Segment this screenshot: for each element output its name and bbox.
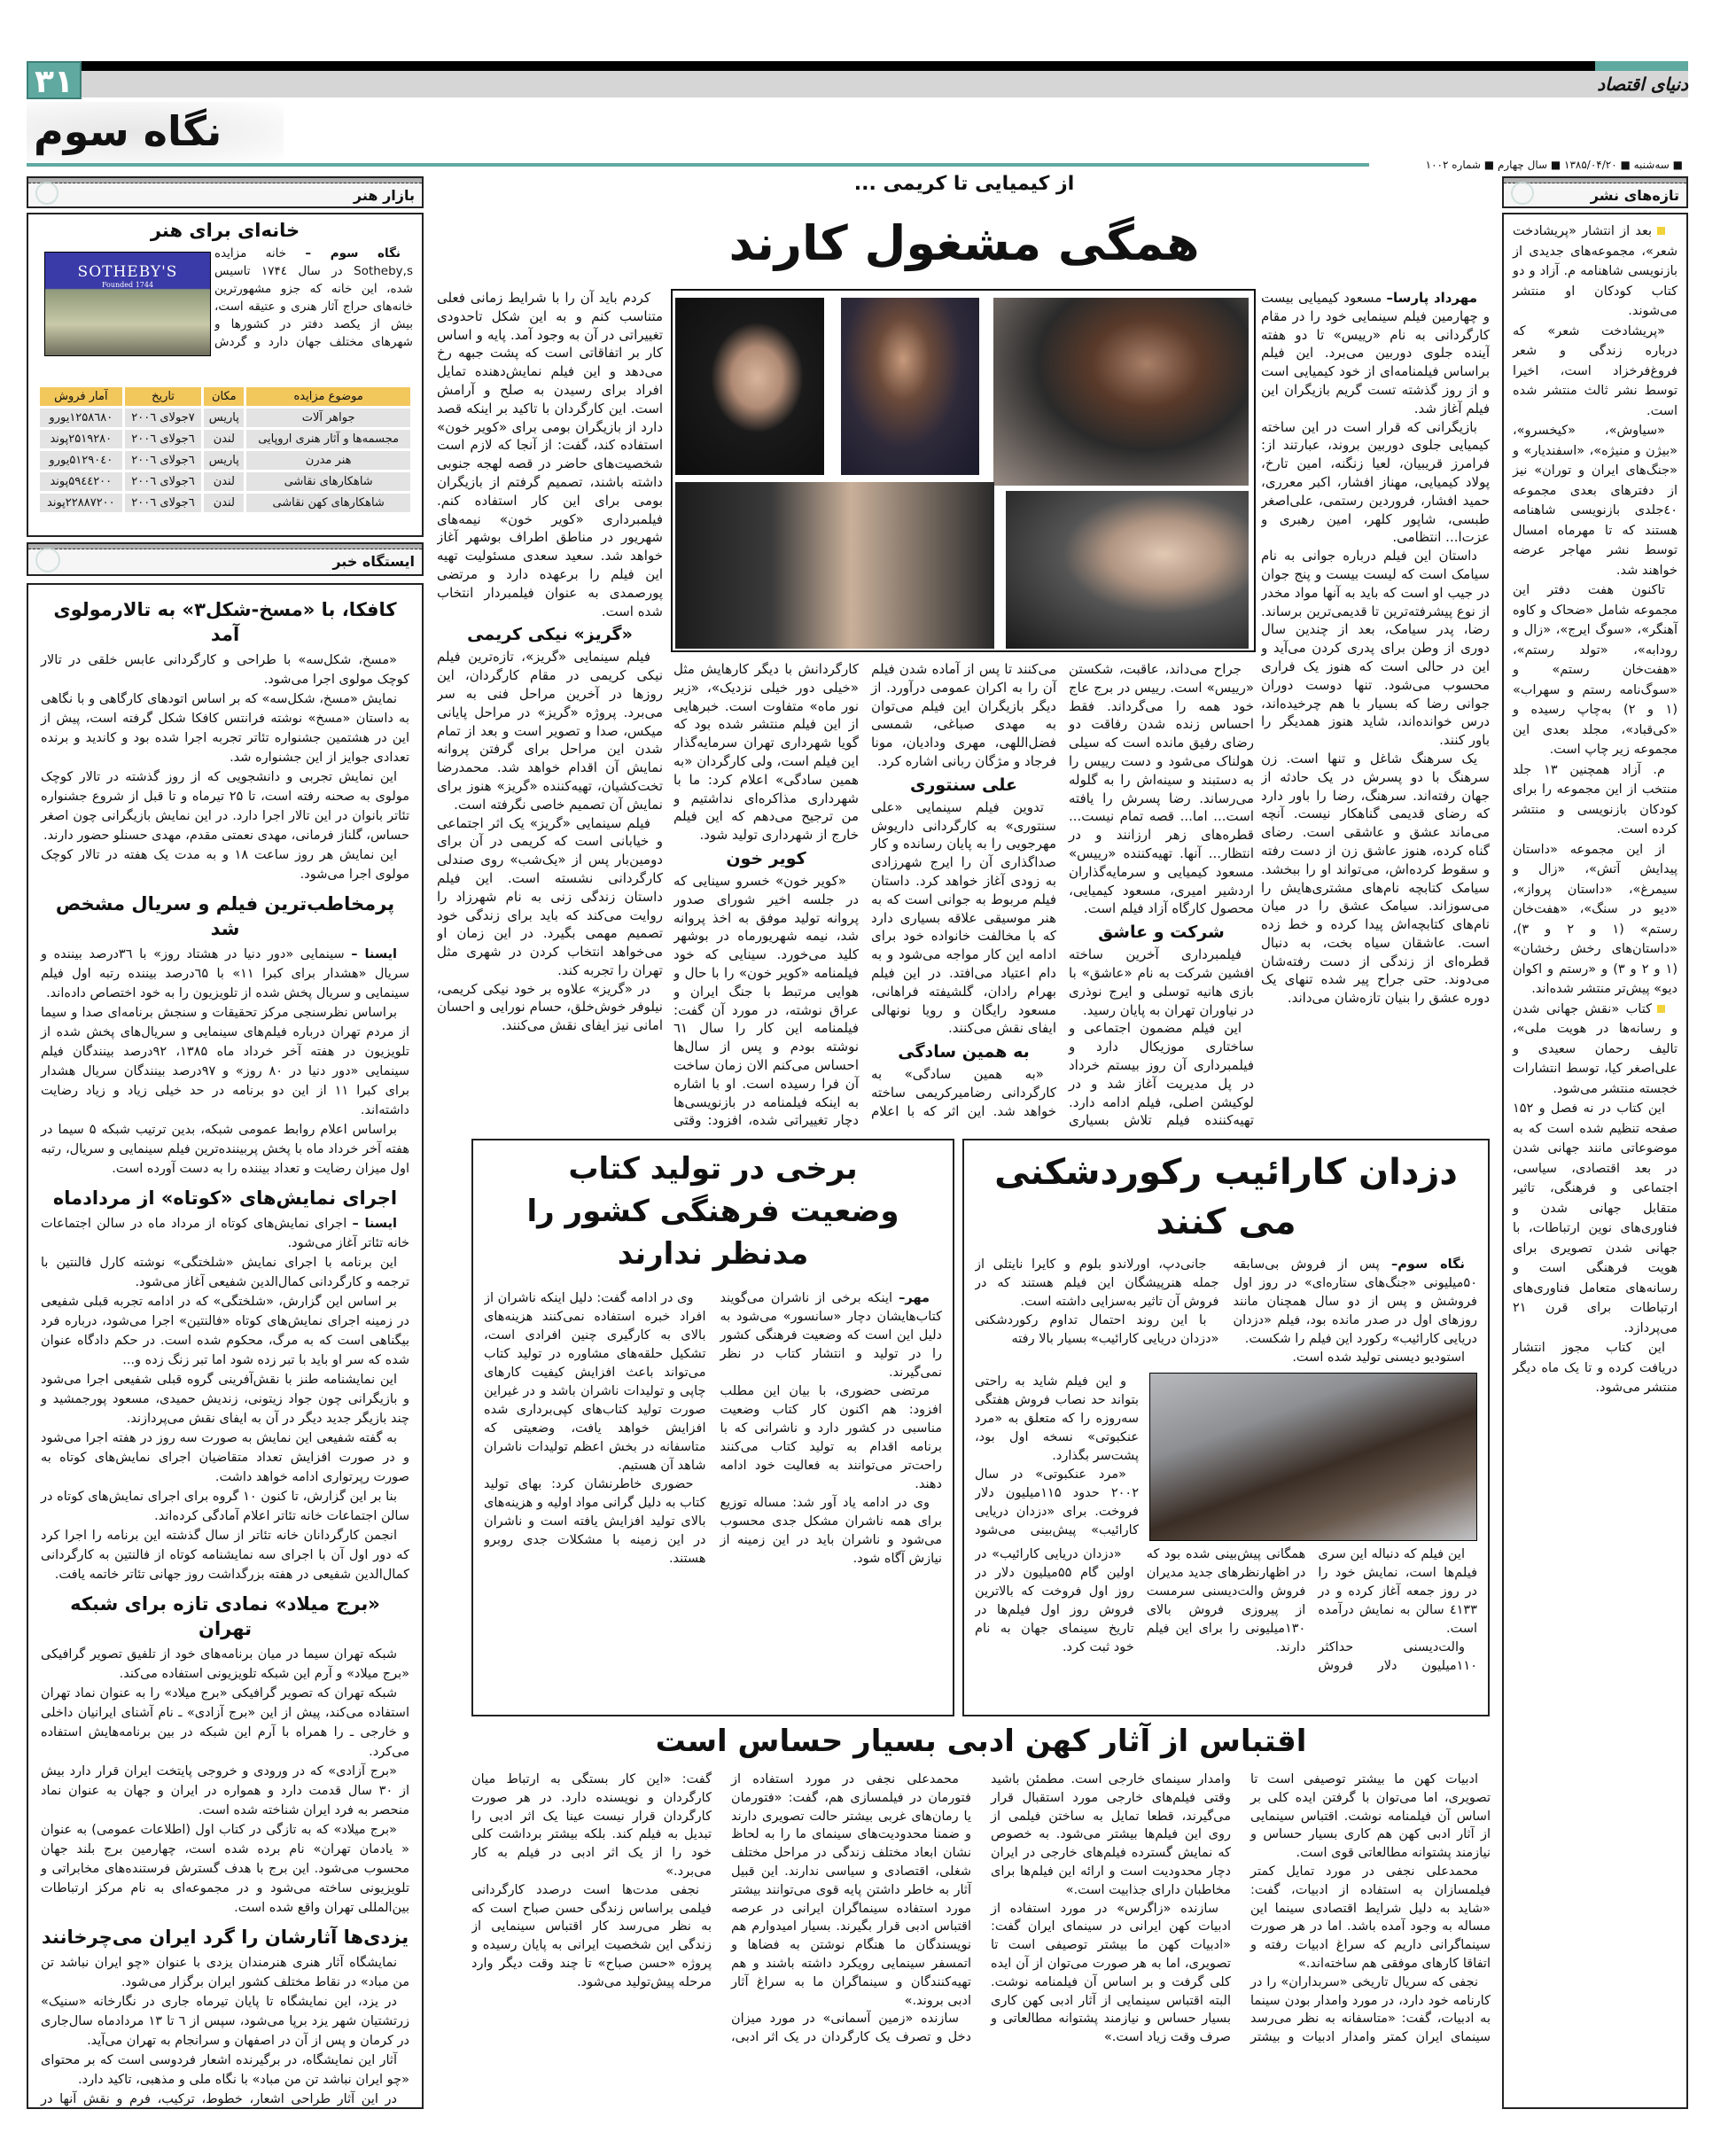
news-body [41,1645,409,1918]
article-title: خانه‌ای برای هنر [150,220,300,241]
paragraph: بازیگرانی که قرار است در این ساخته کیمیایی جلوی دوربین بروند، عبارتند از: فرامرز قریبیان، لعیا زنگنه، امین تارخ، پولاد کیمیایی، مهناز افشار، اکبر معرری، حمید افشار، فروردین رستمی، علی‌اصغر طبسی، شاپور کلهر، امین رهبری و عزت‌ا... انتظامی. [1261,418,1490,546]
table-cell: ٦جولای ۲۰۰٦ [125,451,202,470]
pirates-intro [975,1256,1477,1371]
paragraph: در یزد، این نمایشگاه تا پایان تیرماه جاری در نگارخانه «سنیک» زرتشتیان شهر یزد برپا می‌شود، سپس از ٦ تا ۱۳ مردادماه سال‌جاری در کرمان و پس از آن در اصفهان و سرانجام به تهران می‌آید. [41,1995,410,2048]
table-cell: هنر مدرن [246,451,410,470]
photo-man-with-microphone [1006,491,1249,649]
table-cell: شاهکارهای کهن نقاشی [246,494,410,512]
paragraph: این نمایشنامه طنز با نقش‌آفرینی گروه قبلی شفیعی اجرا می‌شود و بازیگرانی چون جواد زیتونی، زندیش حمیدی، مسعود پورجمشید و چند بازیگر جدید دیگر در آن به ایفای نقش می‌پردازند. [41,1373,409,1426]
paragraph: جراح می‌داند، عاقبت، شکستن «رییس» است. رییس در برج عاج خود همه را می‌گرداند. فقط احساس زنده شدن رفاقت دو رضای رفیق مانده است که سیلی هولناک می‌شود و دست رییس را به دستبند و سینه‌اش را به گلوله می‌رساند. رضا پسرش را یافته است... اما... قصه تمام نیست... قطره‌های زهر ارزانند و در انتظار... آنها. تهیه‌کننده «رییس» مسعود کیمیایی و سرمایه‌گذاران اردشیر امیری، مسعود کیمیایی، محصول کارگاه آزاد فیلم است. [1069,661,1254,917]
paragraph: نجفی مدت‌ها است درصدد کارگردانی فیلمی براساس زندگی حسن صباح است که به نظر می‌رسد کار اقتباس سینمایی از زندگی این شخصیت ایرانی به پایان رسیده و پروژه «حسن صباح» تا چند وقت دیگر وارد مرحله پیش‌تولید می‌شود. [471,1882,712,1989]
paragraph: براساس اعلام روابط عمومی شبکه، بدین ترتیب شبکه ۵ سیما در هفته آخر خرداد ماه با پخش پربیننده‌ترین فیلم سینمایی و سریال، رتبه اول میزان رضایت و تعداد بیننده را به دست آورده است. [41,1123,409,1176]
paragraph: بعد از انتشار «پریشادخت شعر»، مجموعه‌های جدیدی از بازنویسی شاهنامه م. آزاد و دو کتاب کودکان او منتشر می‌شوند. [1513,224,1678,318]
paragraph: کتاب «نقش جهانی شدن و رسانه‌ها در هویت ملی»، تالیف رحمان سعیدی و علی‌اصغر کیا، توسط انتشارات خجسته منتشر می‌شود. [1513,1001,1678,1096]
paragraph: محمدعلی نجفی در مورد استفاده از فتورمان در فیلمسازی هم، گفت: «فتورمان یا رمان‌های غربی بیشتر حالت تصویری دارند و ضمنا محدودیت‌های سینمای ما را به لحاظ نشان ابعاد مختلف زندگی در مراحل مختلف شغلی، اقتصادی و سیاسی ندارند. این قبیل آثار به خاطر داشتن پایه قوی می‌توانند بیشتر مورد استفاده سینماگران ایرانی در عرصه اقتباس ادبی قرار بگیرند. بسیار امیدوارم هم نویسندگان ما هنگام نوشتن به فضاها و اتمسفر سینمایی رویکرد داشته باشند و هم تهیه‌کنندگان و سینماگران ما به سراغ آثار ادبی بروند.» [731,1772,971,2008]
news-title[interactable]: اجرای نمایش‌های «کوتاه» از مردادماه [52,1187,398,1209]
paragraph: تاکنون هفت دفتر این مجموعه شامل «ضحاک و کاوه آهنگر»، «سوگ ایرج»، «زال و رودابه»، «تولد رستم»، «هفت‌خان رستم» و «سوگ‌نامه رستم و سهراب» (۱ و ۲) به‌چاپ رسیده و «کی‌قباد»، مجلد بعدی این مجموعه زیر چاپ است. [1513,583,1678,757]
table-cell: ۲۵۱۹۲۸۰پوند [40,430,122,448]
table-row [40,430,410,448]
photo-director-with-camera [993,298,1249,486]
lead-source: مهرداد پارسا– [1386,290,1477,306]
paragraph: در این آثار طراحی اشعار، خطوط، ترکیب، فرم و نقش آنها در [41,2092,397,2106]
globe-icon [1511,182,1534,205]
lead-source: ایسنا – [352,1217,397,1231]
paragraph: مهر– اینکه برخی از ناشران می‌گویند کتاب‌هایشان دچار «سانسور» می‌شود به دلیل این است که وضعیت فرهنگی کشور را در تولید و انتشار کتاب در نظر نمی‌گیرند. [720,1291,942,1380]
lead-source: نگاه سوم– [1391,1257,1465,1272]
table-cell: ٦جولای ۲۰۰٦ [125,472,202,491]
photo-collage [671,289,1256,652]
photo-photographer-and-actor [675,482,994,649]
subheading: «گریز» نیکی کریمی [467,625,633,645]
paragraph: وی در ادامه گفت: دلیل اینکه ناشران از افراد خبره استفاده نمی‌کنند هزینه‌های بالای به کارگیری چنین افرادی است، تشکیل حلقه‌های مشاوره در تولید کتاب می‌تواند باعث افزایش کیفیت کارهای چاپی و تولیدات ناشران باشد و در غیراین صورت تولید کتاب‌های کپی‌برداری شده افزایش خواهد یافت، وضعیتی که متاسفانه در بخش اعظم تولیدات ناشران شاهد آن هستیم. [484,1291,706,1473]
column-header: آمار فروش [40,387,122,406]
table-row [40,472,410,491]
paragraph: بنا بر این گزارش، تا کنون ۱۰ گروه برای اجرای نمایش‌های کوتاه در سالن اجتماعات خانه تئاتر اعلام آمادگی کرده‌اند. [41,1490,409,1523]
paragraph: این نمایش هر روز ساعت ۱۸ و به مدت یک هفته در تالار کوچک مولوی اجرا می‌شود. [41,848,409,882]
paragraph: از این مجموعه «داستان پیدایش آتش»، «زال و سیمرغ»، «داستان پرواز»، «دیو در سنگ»، «هفت‌خان رستم» (۱ و ۲ و ۳)، «داستان‌های رخش رخشان» (۱ و ۲ و ۳) و «رستم و اکوان دیو» پیش‌تر منتشر شده‌اند. [1513,842,1678,996]
section-header-new-publications [1502,176,1688,208]
lead-source: ایسنا – [351,947,397,961]
paragraph: سازنده «زمین آسمانی» در مورد میزان دخل و تصرف یک کارگردان در یک اثر ادبی، گفت: «این کار بستگی به ارتباط میان کارگردان و نویسنده دارد. در هر صورت کارگردان قرار نیست عینا یک اثر ادبی را تبدیل به فیلم کند. بلکه بیشتر برداشت کلی خود را از یک اثر ادبی در فیلم به کار می‌برد.» [471,1772,971,2045]
paragraph: این برنامه با اجرای نمایش «شلختگی» نوشته کارل فالنتین با ترجمه و کارگردانی کمال‌الدین شفیعی آغاز می‌شود. [41,1256,409,1289]
section-header-label: تازه‌های نشر [1590,187,1679,204]
table-cell: ۵۱۲۹۰٤۰یورو [40,451,122,470]
paragraph: سازنده «زاگرس» در مورد استفاده از ادبیات کهن ایرانی در سینمای ایران گفت: «ادبیات کهن ما بیشتر توصیفی است تا تصویری، اما به هر صورت می‌توان از آن ایده کلی گرفت و بر اساس آن فیلمنامه نوشت. البته اقتباس سینمایی از آثار ادبی کهن کاری بسیار حساس و نیازمند پشتوانه مطالعاتی و صرف وقت زیاد است.» [991,1901,1231,2045]
newspaper-logo: دنیای اقتصاد [1597,74,1688,95]
bullet-icon [1657,1005,1665,1013]
photo-actress [675,298,824,475]
paragraph: «مرد عنکبوتی» در سال ۲۰۰۲ حدود ۱۱۵میلیون دلار فروخت. برای «دزدان دریایی کارائیب» پیش‌بینی می‌شود [975,1467,1139,1537]
pirates-body [975,1545,1477,1749]
news-body [41,1953,409,2109]
table-cell: مجسمه‌ها و آثار هنری اروپایی [246,430,410,448]
paragraph: ایسنا – سینمایی «دور دنیا در هشتاد روز» با ۳٦درصد بیننده و سریال «هشدار برای کبرا ۱۱» با ٦۵درصد بیننده رتبه اول فیلم سینمایی و سریال پخش شده از تلویزیون را به خود اختصاص داده‌اند. [41,947,409,1000]
table-cell: ۱۲۵۸٦۸۰یورو [40,409,122,427]
paragraph: حضوری خاطرنشان کرد: بهای تولید کتاب به دلیل گرانی مواد اولیه و هزینه‌های بالای تولید افزایش یافته است و ناشران در این زمینه با مشکلات جدی روبرو هستند. [484,1477,706,1566]
header-grey-bar [27,71,1688,97]
paragraph: یک سرهنگ شاغل و تنها است. زن سرهنگ با دو پسرش در یک حادثه از جهان رفته‌اند. سرهنگ، رضا را باور دارد که رضای قدیمی گناهکار نیست. آنچه می‌ماند عشق و عاشقی است. رضای گناه کرده، هنوز عاشق زن از دست رفته و سقوط کرده‌اش، می‌تواند او را ببخشد. سیامک کتابچه نام‌های مشتری‌هایش را می‌سوزاند. سیامک عشق را در میان نام‌های کتابچه‌اش پیدا کرده و خط زده است. عاشقان سیاه بخت، به دنبال قطره‌ای از زندگی از دست رفته‌شان می‌دوند. حتی جراح پیر شده تنهای یک دوره عشق را بنیان تازه‌شان می‌داند. [1261,750,1490,1007]
sothebys-photo: SOTHEBY'S Founded 1744 [44,252,211,356]
paragraph: «سیاوش»، «کیخسرو»، «بیژن و منیژه»، «اسفندیار» و «جنگ‌های ایران و توران» نیز از دفترهای بعدی مجموعه ٤٠جلدی بازنویسی شاهنامه هستند که تا مهرماه امسال توسط نشر مهاجر عرضه خواهند شد. [1513,424,1678,578]
news-body [41,650,409,884]
paragraph: «برج آزادی» که در ورودی و خروجی پایتخت ایران قرار دارد بیش از ۳۰ سال قدمت دارد و همواره در ایران و جهان به عنوان نماد منحصر به فرد ایران شناخته شده است. [41,1764,409,1817]
paragraph: فیلم سینمایی «گریز»، تازه‌ترین فیلم نیکی کریمی در مقام کارگردان، این روزها در آخرین مراحل فنی به سر می‌برد. پروژه «گریز» در مراحل پایانی میکس، صدا و تصویر است و بعد از تمام شدن این مراحل برای گرفتن پروانه نمایش آن اقدام خواهد شد. محمدرضا تخت‌کشیان، تهیه‌کننده «گریز» هنوز برای نمایش آن تصمیم خاصی نگرفته است. [437,649,663,813]
paragraph: این فیلم مضمون اجتماعی و ساختاری موزیکال دارد و فیلمبرداری آن روز بیستم خرداد در پل مدیریت آغاز شد و در لوکیشن اصلی، فیلم ادامه دارد. تهیه‌کننده فیلم تلاش بسیاری می‌کنند تا پس از آماده شدن فیلم آن را به اکران عمومی درآورد. از دیگر بازیگران این فیلم می‌توان به مهدی صباغی، شمسی فضل‌اللهی، مهری وداديان، مونا فرجاد و مژگان ربانی اشاره کرد. [871,661,1254,1129]
column-header: تاریخ [125,387,202,406]
news-title[interactable]: کافکا، با «مسخ-شکل۳» به تالارمولوی آمد [53,599,397,645]
news-body [41,945,409,1179]
paragraph: «دزدان دریایی کارائیب» در اولین گام ۵۵میلیون دلار در روز اول فروخت که بالاترین فروش روز اول فیلم‌ها در تاریخ سینمای جهان به نام خود ثبت کرد. [975,1547,1134,1654]
paragraph: با این روند احتمال تداوم رکوردشکنی «دزدان دریایی کارائیب» بسیار بالا رفته [975,1313,1219,1346]
table-row [40,451,410,470]
news-title[interactable]: پرمخاطب‌ترین فیلم و سریال مشخص شد [55,893,395,939]
paragraph: «پریشادخت شعر» که درباره زندگی و شعر فروغ‌فرخزاد است، اخیرا توسط نشر ثالث منتشر شده است. [1513,323,1678,418]
paragraph: «به همین سادگی» به کارگردانی رضامیرکریمی ساخته خواهد شد. این اثر که با اعلام کارگردانش با دیگر کارهایش مثل «خیلی دور خیلی نزدیک»، «زیر نور ماه» متفاوت است. خبرهایی از این فیلم منتشر شده بود که گویا شهرداری تهران سرمایه‌گذار این فیلم است، ولی کارگردان «به همین سادگی» اعلام کرد: ما با شهرداری مذاکره‌ای نداشتیم و من ترجیح می‌دهم که این فیلم خارج از شهرداری تولید شود. [673,661,1056,1119]
paragraph: نجفی که سریال تاریخی «سربداران» را در کارنامه خود دارد، در مورد وامدار بودن سینما به ادبیات، گفت: «متاسفانه به نظر می‌رسد سینمای ایران کمتر وامدار ادبیات و بیشتر وامدار سینمای خارجی است. مطمئن باشید وقتی فیلم‌های خارجی مورد استقبال قرار می‌گیرند، قطعا تمایل به ساختن فیلمی از روی این فیلم‌ها بیشتر می‌شود. به خصوص که نمایش گسترده فیلم‌های خارجی در ایران دچار محدودیت است و ارائه این فیلم‌ها برای مخاطبان دارای جذابیت است.» [991,1772,1491,2045]
section-header-label: بازار هنر [353,187,415,204]
bullet-icon [1657,227,1665,235]
paragraph: محمدعلی نجفی در مورد تمایل کمتر فیلمسازان به استفاده از ادبیات، گفت: «شاید به دلیل شرایط اقتصادی سینما این مساله به وجود آمده باشد. اما در هر صورت سینماگرانی داریم که سراغ ادبیات رفته و اتفاقا کارهای موفقی هم ساخته‌اند.» [1250,1864,1491,1971]
article-title-line-2: وضعیت فرهنگی کشور را مدنظر ندارند [526,1194,899,1272]
column-header: مکان [204,387,244,406]
paragraph: فیلمبرداری آخرین ساخته افشین شرکت به نام «عاشق» با بازی هانیه توسلی و ایرج نوذری در نیاوران تهران به پایان رسید. [1069,946,1254,1018]
paragraph: فیلم سینمایی «گریز» یک اثر اجتماعی و خیابانی است که کریمی در آن برای دومین‌بار پس از «یک‌شب» روی صندلی کارگردانی نشسته است. این فیلم داستان زندگی زنی به نام شهرزاد را روایت می‌کند که باید برای زندگی خود تصمیم مهمی بگیرد. در این زمان او می‌خواهد انتخاب کردن در شهری مثل تهران را تجربه کند. [437,814,663,978]
paragraph: شبکه تهران که تصویر گرافیکی «برج میلاد» را به عنوان نماد تهران استفاده می‌کند، پیش از این «برج آزادی» ـ نام آشنای ایرانیان داخلی و خارجی ـ را همراه با آرم این شبکه در بین برنامه‌هایش استفاده می‌کرد. [41,1686,409,1759]
header-teal-accent [1595,61,1688,71]
table-cell: ۵۹٤٤۲۰۰پوند [40,472,122,491]
paragraph: در «گریز» علاوه بر خود نیکی کریمی، نیلوفر خوش‌خلق، حسام نورایی و احسان امانی نیز ایفای نقش می‌کنند. [437,980,663,1034]
table-cell: لندن [204,472,244,491]
paragraph: نگاه سوم– پس از فروش بی‌سابقه ۵۰میلیونی «جنگ‌های ستاره‌ای» در روز اول فروشش و پس از دو سال همچنان مانند روزهای اول در صدر مانده بود، فیلم «دزدان دریایی کارائیب» رکورد این فیلم را شکست. [1233,1257,1477,1346]
table-cell: پاریس [204,451,244,470]
main-article-right-column [1261,289,1490,1135]
lead-source: نگاه سوم – [305,246,401,261]
paragraph: م. آزاد همچنین ۱۳ جلد منتخب از این مجموعه را برای کودکان بازنویسی و منتشر کرده است. [1513,762,1678,837]
article-headline: همگی مشغول کارند [728,215,1200,271]
paragraph: کردم باید آن را با شرایط زمانی فعلی متناسب کنم و به این شکل تاحدودی تغییراتی در آن به وجود آمد. پایه و اساس کار بر اتفاقاتی است که پشت جبهه رخ می‌دهد و این فیلم نمایش‌دهنده تمایل افراد برای رسیدن به صلح و آرامش است. این کارگردان با تاکید بر اینکه قصد دارد از بازیگران بومی برای «کویر خون» استفاده کند، گفت: از آنجا که لازم است شخصیت‌های حاضر در قصه لهجه جنوبی داشته باشند، تصمیم گرفتم از بازیگران بومی برای این کار استفاده کنم. فیلمبرداری «کویر خون» نیمه‌های شهریور در مناطق اطراف بوشهر آغاز خواهد شد. سعید سعدی مسئولیت تهیه این فیلم را برعهده دارد و مرتضی پورصمدی به عنوان فیلمبردار انتخاب شده است. [437,290,663,619]
subheading: علی سنتوری [909,774,1018,795]
top-black-bar [27,61,1688,71]
paragraph: شبکه تهران سیما در میان برنامه‌های خود از تلفیق تصویر گرافیکی «برج میلاد» و آرم این شبکه تلویزیونی استفاده می‌کند. [41,1647,409,1681]
subheading: به همین سادگی [898,1042,1030,1062]
pirates-article [962,1139,1490,1716]
page-number: ۳۱ [27,61,82,99]
books-body [484,1289,942,1750]
paragraph: نگاه سوم – خانه مزایده Sotheby,s در سال ۱۷۴٤ تاسیس شده، این خانه که جزو مشهورترین خانه‌های حراج آثار هنری و عتیقه است، بیش از یکصد دفتر در کشورها و شهرهای مختلف جهان دارد و گردش [214,246,413,349]
paragraph: جانی‌دپ، اورلاندو بلوم و کایرا نایتلی از جمله هنرپیشگان این فیلم هستند که در فروش آن تاثیر به‌سزایی داشته است. [975,1257,1219,1309]
table-cell: شاهکارهای نقاشی [246,472,410,491]
section-header-art-market [27,176,424,208]
news-body [41,1214,409,1584]
main-article-middle-columns [673,660,1254,1135]
paragraph: مرتضی حضوری، با بیان این مطلب افزود: هم اکنون کار کتاب وضعیت مناسبی در کشور دارد و ناشرانی که با برنامه اقدام به تولید کتاب می‌کنند راحت‌تر می‌توانند به فعالیت خود ادامه دهند. [720,1384,942,1491]
article-title-line-1: برخی در تولید کتاب [568,1151,858,1187]
table-row [40,494,410,512]
paragraph: این کتاب در نه فصل و ۱۵۲ صفحه تنظیم شده است که به موضوعاتی مانند جهانی شدن در بعد اقتصادی، سیاسی، اجتماعی و فرهنگی، تاثیر متقابل جهانی شدن و فناوری‌های نوین ارتباطات، با جهانی شدن تصویری برای هویت فرهنگی است و رسانه‌های متعامل فناوری‌های ارتباطات برای قرن ۲۱ می‌پردازد. [1513,1101,1678,1335]
article-kicker: از کیمیایی تا کریمی ... [853,173,1075,195]
news-station-box [27,583,424,2109]
new-publications-box [1502,213,1688,2109]
paragraph: نمایشگاه آثار هنری هنرمندان یزدی با عنوان «چو ایران نباشد تن من مباد» در نقاط مختلف کشور ایران برگزار می‌شود. [41,1956,409,1989]
photo-man-at-podium [841,298,979,475]
table-cell: ٦جولای ۲۰۰٦ [125,430,202,448]
table-cell: ۷جولای ۲۰۰٦ [125,409,202,427]
article-title: اقتباس از آثار کهن ادبی بسیار حساس است [655,1724,1307,1759]
paragraph: این نمایش تجربی و دانشجویی که از روز گذشته در تالار کوچک مولوی به صحنه رفته است، تا ۲۵ تیرماه و تا قبل از شروع جشنواره تئاتر بانوان در این تالار اجرا دارد. در این نمایش بازیگرانی چون اصغر حساس، گلناز فرمانی، مهدی نعمتی مقدم، مهدی حسنلو حضور دارند. [41,770,409,843]
pirates-of-caribbean-photo [1149,1373,1477,1541]
paragraph: «برج میلاد» که به تازگی در کتاب اول (اطلاعات عمومی) به عنوان « یادمان تهران» نام برده شده است، چهارمین برج بلند جهان محسوب می‌شود. این برج با هدف گسترش فرستنده‌های مخابراتی و تلویزیونی ساخته می‌شود و در مجموعه‌ای به نام مرکز ارتباطات بین‌المللی تهران واقع شده است. [41,1823,409,1915]
paragraph: وی در ادامه یاد آور شد: مساله توزیع برای همه ناشران مشکل جدی محسوب می‌شود و ناشران باید در این زمینه از نیازش آگاه شود. [720,1496,942,1566]
paragraph: نمایش «مسخ، شکل‌سه» که بر اساس اتودهای کارگاهی و با نگاهی به داستان «مسخ» نوشته فرانتس کافکا شکل گرفته است، پیش از این در هشتمین جشنواره تئاتر تجربه اجرا شده بود و کاندید و برنده تعدادی جوایز از این جشنواره شد. [41,692,409,765]
paragraph: آثار این نمایشگاه، در برگیرنده اشعار فردوسی است که بر محتوای «چو ایران نباشد تن من مباد» با نگاه ملی و مذهبی، تاکید دارد. [41,2053,409,2087]
art-market-article [27,213,424,537]
section-header-news-station [27,542,424,576]
section-header-label: ایستگاه خبر [332,553,415,570]
paragraph: و این فیلم شاید به راحتی بتواند حد نصاب فروش هفتگی سه‌روزه را که متعلق به «مرد عنکبوتی» نسخه اول بود، پشت‌سر بگذارد. [975,1374,1139,1463]
column-header: موضوع مزایده [246,387,410,406]
news-title[interactable]: «برج میلاد» نمادی تازه برای شبکه تهران [70,1593,380,1639]
table-cell: پاریس [204,409,244,427]
auction-sales-table [37,385,413,515]
paragraph: این کتاب مجوز انتشار دریافت کرده و تا یک ماه دیگر منتشر می‌شود. [1513,1341,1678,1395]
lead-source: مهر– [899,1291,930,1305]
paragraph: استودیو دیسنی تولید شده است. [1292,1350,1465,1365]
globe-icon [35,548,60,572]
dateline: ■ سه‌شنبه ■ ۱۳۸۵/۰۴/۲۰ ■ سال چهارم ■ شماره ۱۰۰۲ [1369,156,1688,174]
pirates-side-text [975,1373,1139,1541]
art-market-lead [214,245,413,351]
table-cell: جواهر آلات [246,409,410,427]
paragraph: بر اساس این گزارش، «شلختگی» که در ادامه تجربه قبلی شفیعی در زمینه اجرای نمایش‌های کوتاه «فالنتین» اجرا می‌شود، درباره فرد بیگناهی است که به مرگ، محکوم شده است. در حکم دادگاه عنوان شده که سر او باید با تبر زده شود اما تبر زنگ زده و... [41,1295,409,1367]
paragraph: ایسنا – اجرای نمایش‌های کوتاه از مرداد ماه در سالن اجتماعات خانه تئاتر آغاز می‌شود. [41,1217,409,1250]
main-article-left-column [437,289,663,1135]
table-cell: لندن [204,430,244,448]
paragraph: انجمن کارگردانان خانه تئاتر از سال گذشته این برنامه را اجرا کرد که دور اول آن با اجرای سه نمایشنامه کوتاه از فالنتین به کارگردانی کمال‌الدین شفیعی در هفته بزرگداشت روز جهانی تئاتر خاتمه یافت. [41,1529,409,1582]
globe-icon [35,182,58,205]
paragraph: این فیلم که دنباله این سری فیلم‌ها است، نمایش خود را در روز جمعه آغاز کرده و در ٤۱۳۳ سالن به نمایش درآمده است. [1318,1547,1477,1636]
article-title: دزدان کارائیب رکوردشکنی می کنند [994,1152,1458,1242]
table-cell: ۲۲۸۸۷۲۰۰پوند [40,494,122,512]
bottom-article-body [471,1771,1491,2112]
subheading: کویر خون [726,848,806,868]
paragraph: «کویر خون» خسرو سینایی که در جلسه اخیر شورای صدور پروانه تولید موفق به اخذ پروانه شد، نیمه شهریورماه در بوشهر کلید می‌خورد. سینایی که خود فیلمنامه «کویر خون» را با حال و هوایی مرتبط با جنگ ایران و عراق نوشته، در مورد آن گفت: فیلمنامه این کار را سال ٦۱ نوشته بودم و پس از سال‌ها احساس می‌کنم الان زمان ساخت آن فرا رسیده است. او با اشاره به اینکه فیلمنامه در بازنویسی‌ها دچار تغییراتی شده، افزود: وقتی [673,872,859,1129]
books-article [471,1139,954,1716]
paragraph: به گفته شفیعی این نمایش به صورت سه روز در هفته اجرا می‌شود و در صورت افزایش تعداد متقاضیان اجرای نمایش‌های کوتاه به صورت رپرتواری ادامه خواهد داشت. [41,1431,409,1484]
paragraph: والت‌دیسنی حداکثر ۱۱۰میلیون دلار فروش همگانی پیش‌بینی شده بود که در اظهارنظرهای جدید مدیران فروش والت‌دیسنی سرمست از پیروزی فروش بالای ۱۳۰میلیونی را برای این فیلم دارند. [1146,1547,1477,1673]
paragraph: مهرداد پارسا– مسعود کیمیایی بیست و چهارمین فیلم سینمایی خود را در مقام کارگردانی به نام «رییس» تا دو هفته آینده جلوی دوربین می‌برد. این فیلم براساس فیلمنامه‌ای از خود کیمیایی است و از روز گذشته تست گریم بازیگران این فیلم آغاز شد. [1261,290,1490,416]
table-cell: ٦جولای ۲۰۰٦ [125,494,202,512]
paragraph: ادبیات کهن ما بیشتر توصیفی است تا تصویری، اما می‌توان با گرفتن ایده کلی بر اساس آن فیلمنامه نوشت. اقتباس سینمایی از آثار ادبی کهن هم کاری بسیار حساس و نیازمند پشتوانه مطالعاتی قوی است. [1250,1772,1491,1861]
paragraph: «مسخ، شکل‌سه» با طراحی و کارگردانی عابس خلقی در تالار کوچک مولوی اجرا می‌شود. [41,653,409,687]
paragraph: تدوین فیلم سینمایی «علی سنتوری» به کارگردانی داریوش مهرجویی را به پایان رسانده و کار صداگذاری آن را ایرج شهرزادی به زودی آغاز خواهد کرد. داستان فیلم مربوط به جوانی است که به هنر موسیقی علاقه بسیاری دارد که با مخالفت خانواده خود برای ادامه این کار مواجه می‌شود و به دام اعتیاد می‌افتد. در این فیلم بهرام رادان، گلشیفته فراهانی، مسعود رایگان و رویا نونهالی ایفای نقش می‌کنند. [871,798,1056,1037]
sothebys-sign-logo: SOTHEBY'S [77,263,178,281]
paragraph: براساس نظرسنجی مرکز تحقیقات و سنجش برنامه‌ای صدا و سیما از مردم تهران درباره فیلم‌های سینمایی و سریال‌های پخش شده از تلویزیون در هفته آخر خرداد ماه ۱۳۸۵، ۹۲درصد بینندگان فیلم سینمایی «دور دنیا در ۸۰ روز» و ۹۷درصد بینندگان سریال هشدار برای کبرا ۱۱ از این دو برنامه در حد خیلی زیاد و زیاد رضایت داشته‌اند. [41,1006,409,1117]
section-title: نگاه سوم [34,107,222,155]
table-row [40,409,410,427]
paragraph: داستان این فیلم درباره جوانی به نام سیامک است که لیست بیست و پنج جوان در جیب او است که باید به آنها مواد مخدر از نوع پیشرفته‌ترین تا قدیمی‌ترین برساند. رضا، پدر سیامک، بعد از چندین سال دوری از وطن برای پدری کردن می‌آید و این در حالی است که هنوز یک فراری محسوب می‌شود. تنها دوست دوران جوانی رضا که بسیار با هم چرخیده‌اند، درس خوانده‌اند، شاید هنوز همدیگر را باور کنند. [1261,548,1490,749]
news-title[interactable]: یزدی‌ها آثارشان را گرد ایران می‌چرخانند [41,1926,409,1948]
subheading: شرکت و عاشق [1098,922,1225,943]
table-cell: لندن [204,494,244,512]
